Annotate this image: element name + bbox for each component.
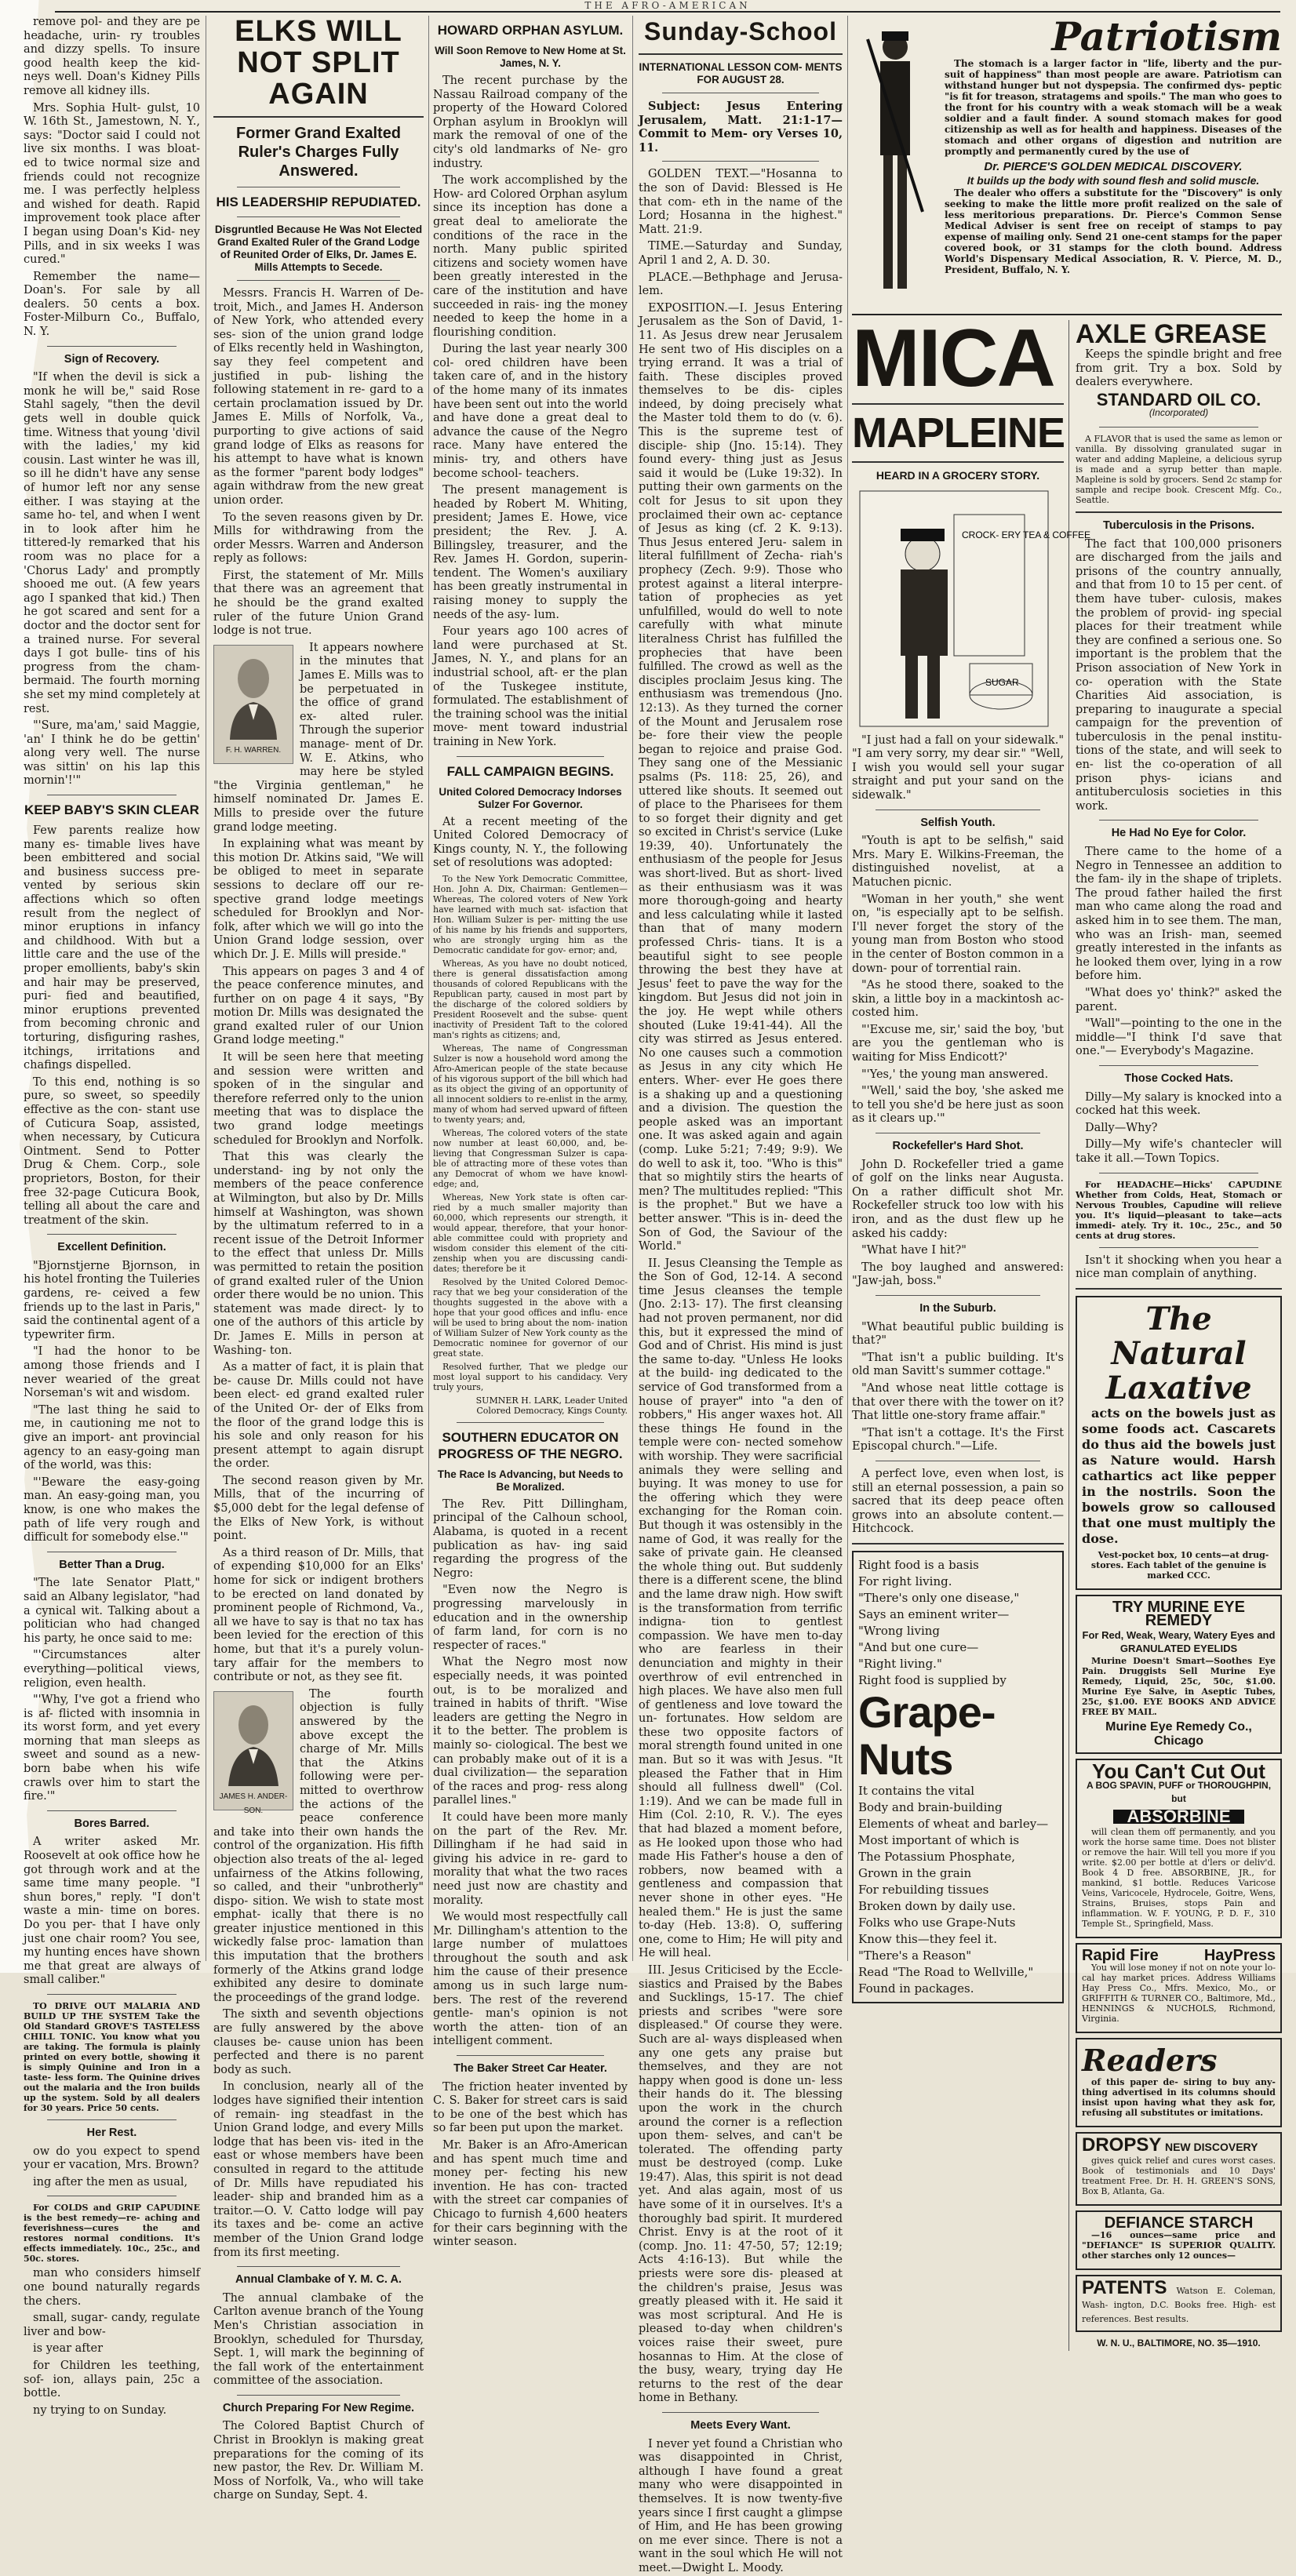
paragraph: The Rev. Pitt Dillingham, principal of the Calhoun school, Alabama, is quoted in a recent publication as hav- ing said regarding the progress of the Negro: (433, 1497, 628, 1580)
deck: Disgruntled Because He Was Not Elected Grand Exalted Ruler of the Grand Lodge of Reunited Order of Elks, Dr. James E. Mills Attempts to Secede. (214, 224, 423, 273)
paragraph: EXPOSITION.—I. Jesus Entering Jerusalem as the Son of David, 1-11. As Jesus drew near Jerusalem He sent two of His disciples on a trying errand. It was a trial of faith. These disciples proved themselves to be dis- ciples indeed, by doing precisely what the Master told them to do (v. 6). This is the supreme test of disciple- ship (Jno. 15:14). They found every- thing just as Jesus said it would be (Luke 19:32). In putting their own garments on the colt for Jesus to sit upon they proclaimed their own ac- ceptance of Jesus as king (cf. 2 K. 9:13). Thus Jesus entered Jeru- salem in literal fulfillment of Zecha- riah's prophecy (Zech. 9:9). Those who protest against a literal interpre- tation of prophecies as yet unfulfilled, would do well to note carefully with what minute literalness Christ has fulfilled the prophecies that have been fulfilled. The crowd as well as the disciples proclaim Jesus king. The enthusiasm was tremendous (Jno. 12:13). As they turned the corner of the Mount and Jerusalem rose be- fore their view the people began to rejoice and praise God. They sang one of the Messianic psalms (Ps. 118: 25, 26), and uttered like shouts. It seemed out of place to the Pharisees for them to so forget their dignity and get so excited in Christ's service (Luke 19:39, 40). Unfortunately the enthusiasm of the people for Jesus was short-lived. But as short- lived as their enthusiasm was it was more thorough-going and hearty and less calculating while it lasted than that of many modern professed Chris- tians. It is a beautiful sight to see people throwing the best they have at Jesus' feet to pave the way for the kingdom. But Jesus did not join in the joy. He wept while others shouted (Luke 19:41-44). All the city was stirred as Jesus entered. No one causes such a commotion as Jesus in any city which He enters. Wher- ever He goes there is a shaking up and a questioning and a division. The question the people asked was an important one. It was asked again and again (comp. Luke 5:21; 7:49; 9:9). We do well to ask it, too. "Who is this" that so mightily stirs the hearts of men? The multitudes replied: "This is the prophet." But we have a better answer. "This is in- deed the Son of God, the Saviour of the World." (639, 301, 843, 1253)
column-4 (639, 16, 843, 2574)
paragraph: Dilly—My wife's chantecler will take it all.—Town Topics. (1076, 1138, 1282, 1165)
paragraph: The annual clambake of the Carlton avenue branch of the Young Men's Christian association in Brooklyn, scheduled for Thursday, Sept. 1, will mark the beginning of the fall work of the entertainment committee of the association. (213, 2291, 424, 2388)
column-2 (213, 15, 424, 2502)
divider (457, 2055, 604, 2056)
soldier-illustration (852, 16, 938, 306)
ad-line: It contains the vital (858, 1783, 975, 1798)
paragraph: There came to the home of a Negro in Tennessee an addition to the fam- ily in the shape of triplets. The proud father hailed the first man who came along the road and asked him in to see them. The man, who was an Irish- man, seemed greatly interested in the infants as he looked them over, lying in a row before him. (1076, 846, 1282, 983)
article-heading: Selfish Youth. (920, 816, 996, 829)
column-rule (428, 16, 429, 1961)
ad-line: Says an eminent writer— (858, 1606, 1010, 1621)
pierce-ad (852, 13, 1282, 315)
paragraph: of this paper de- siring to buy any- thing advertised in its columns should insist upon having what they ask for, refusing all substitutes or imitations. (1082, 2077, 1276, 2119)
article-heading: Rockefeller's Hard Shot. (892, 1140, 1024, 1153)
article-heading: He Had No Eye for Color. (1111, 827, 1247, 840)
paragraph: PLACE.—Bethphage and Jerusa- lem. (639, 271, 843, 298)
paragraph: Whereas, As you have no doubt noticed, there is general dissatisfaction among thousands of colored Republicans with the Republican party, caused in most part by the discharge of the colored soldiers by President Roosevelt and the subse- quent inactivity of President Taft to the colored man's rights as citizens; and, (433, 958, 628, 1040)
paragraph: Mr. Baker is an Afro-American and has spent much time and money per- fecting his new invention. He has con- tracted with the street car companies of Chicago to furnish 4,600 heaters for their cars beginning with the winter season. (433, 2139, 628, 2249)
headline: ELKS WILL NOT SPLIT AGAIN (235, 15, 402, 111)
paragraph: Mrs. Sophia Hult- gulst, 10 W. 16th St., Jamestown, N. Y., says: "Doctor said I could not live six months. I was bloat- ed to twice normal size and friends could not recognize me. I was perfectly helpless and wished for death. Rapid improvement took place after I began using Doan's Kid- ney Pills, and in six weeks I was cured." (24, 101, 200, 267)
paragraph: To this end, nothing is so pure, so sweet, so speedily effective as the con- stant use of Cuticura Soap, assisted, when necessary, by Cuticura Ointment. Send to Potter Drug & Chem. Corp., sole proprietors, Boston, for their free 32-page Cuticura Book, telling all about the care and treatment of the skin. (24, 1075, 200, 1227)
divider (237, 2395, 400, 2396)
ad-line: Right food is a basis (858, 1557, 979, 1572)
portrait-illustration (214, 646, 293, 740)
paragraph: "And whose neat little cottage is that over there with the tower on it? That little one-story frame affair." (852, 1381, 1064, 1423)
deck: HIS LEADERSHIP REPUDIATED. (216, 195, 421, 209)
grape-nuts-logo: Grape-Nuts (858, 1686, 996, 1784)
divider (876, 1295, 1040, 1296)
paragraph: ing after the men as usual, (33, 2175, 188, 2189)
paragraph: Resolved by the United Colored Democ- racy that we beg your consideration of the thoughts suggested in the above with a hope that your good offices and influ- ence will be used to bring about the nom- ination of William Sulzer of New York county as the Democratic nominee for governor of our great state. (433, 1276, 628, 1359)
article-heading: The Baker Street Car Heater. (453, 2062, 607, 2076)
ad-tagline: It builds up the body with sound flesh and solid muscle. (967, 173, 1260, 187)
paragraph: "That isn't a public building. It's old man Savitt's summer cottage." (852, 1351, 1064, 1378)
ad-line: For rebuilding tissues (858, 1882, 989, 1897)
grape-nuts-copy (858, 1557, 1058, 1689)
paragraph: "'Why, I've got a friend who is af- flicted with insomnia in its worst form, and yet every morning that man sleeps as sweet and sound as a new-born babe when his wife crawls over him to start the fire.'" (24, 1694, 200, 1803)
portrait-warren (213, 645, 293, 764)
column-rule (632, 16, 633, 1961)
divider (1099, 427, 1258, 428)
ad-title: Patriotism (1051, 13, 1282, 60)
article-heading: Sign of Recovery. (64, 352, 160, 366)
haypress-ad (1076, 1943, 1282, 2034)
paragraph: Dilly—My salary is knocked into a cocked hat this week. (1076, 1090, 1282, 1118)
deck: United Colored Democracy Indorses Sulzer For Governor. (439, 785, 622, 810)
mapleine-logo: MAPLEINE (852, 409, 1065, 457)
divider (639, 53, 843, 55)
paragraph: First, the statement of Mr. Mills that there was an agreement that he should be the grand exalted ruler of the future Union Grand lodge is not true. (213, 569, 424, 638)
paragraph: "As he stood there, soaked to the skin, a little boy in a mackintosh ac- costed him. (852, 979, 1064, 1020)
capudine-ad: For COLDS and GRIP CAPUDINE is the best remedy—re- aching and feverishness—cures the and restores normal conditions. It's effects immediately. 10c., 25c., and 50c. stores. (24, 2203, 200, 2265)
paragraph: Watson E. Coleman, Wash- ington, D.C. Books free. High- est references. Best results. (1082, 2286, 1276, 2324)
paragraph: "The last thing he said to me, in cautioning me not to give an import- ant provincial agency to an easy-going man of the world, was this: (24, 1403, 200, 1472)
paragraph: Dally—Why? (1085, 1121, 1158, 1134)
paragraph: Whereas, The colored voters of the state now number at least 60,000, and, be- lieving that Congressman Sulzer is capa- ble of attracting more of these votes than any Democrat of whom we have knowl- edge; and, (433, 1127, 628, 1189)
article-heading: In the Suburb. (919, 1301, 996, 1315)
paragraph: It will be seen here that meeting and session were written and spoken of in the singular and therefore referred only to the union meeting that was to displace the two grand lodge meetings scheduled for Brooklyn and Norfolk. (213, 1051, 424, 1147)
grape-nuts-ad (852, 1551, 1064, 2003)
column-1 (24, 16, 200, 2417)
paragraph: "That isn't a cottage. It's the First Episcopal church."—Life. (852, 1426, 1064, 1454)
paragraph: "'Sure, ma'am,' said Maggie, 'an' I think he do be gettin' along very well. The nurse was sittin' on his lap this mornin'!'" (24, 719, 200, 788)
section-heading: Sunday-School (644, 17, 837, 45)
ad-title: You Can't Cut Out (1092, 1759, 1265, 1784)
paragraph: The recent purchase by the Nassau Railroad company of the property of the Howard Colored Orphan asylum in Brooklyn will mark the removal of one of the city's old landmarks of Ne- gro industry. (433, 75, 628, 170)
paragraph: small, sugar- candy, regulate liver and bow- (24, 2312, 200, 2338)
divider (1099, 1247, 1258, 1248)
divider (662, 161, 819, 162)
paragraph: GOLDEN TEXT.—"Hosanna to the son of David: Blessed is He that com- eth in the name of the Lord; Hosanna in the highest." Matt. 21:9. (639, 168, 843, 236)
paragraph: It appears nowhere in the minutes that James E. Mills was to be perpetuated in the office of grand ex- alted ruler. Through the superior manage- ment of Dr. W. E. Atkins, who may here be styled "the Virginia gentleman," he himself nominated Dr. James E. Mills to preside over the future grand lodge meeting. (213, 641, 424, 834)
paragraph: As a third reason of Dr. Mills, that of expending $10,000 for an Elks' home for sick or indigent brothers to be erected on land donated by prominent people of Richmond, Va., all we have to say is that no tax has been levied for the erection of this home, but that it's a purely volun- tary affair for the members to contribute or not, as they see fit. (213, 1546, 424, 1684)
paragraph: We would most respectfully call Mr. Dillingham's attention to the large number of mulattoes throughout the south and ask him the cause of their presence among us in such large num- bers. The rest of the reverend gentle- man's opinion is not worth the atten- tion of an intelligent comment. (433, 1911, 628, 2048)
paragraph: To the New York Democratic Committee, Hon. John A. Dix, Chairman: Gentlemen—Whereas, The colored voters of New York have learned with much sat- isfaction that Hon. William Sulzer is per- mitting the use of his name by his friends and supporters, who are strongly urging him as the Democratic candidate for gov- ernor; and, (433, 873, 628, 955)
ad-title: HayPress (1203, 1946, 1276, 1964)
ad-line: For right living. (858, 1574, 952, 1588)
article-heading: Church Preparing For New Regime. (222, 2401, 415, 2414)
paragraph: "'Well,' said the boy, 'she asked me to tell you she'd be here just as soon as it clears up.'" (852, 1085, 1064, 1126)
paragraph: The present management is headed by Robert M. Whiting, president; James E. Howe, vice president; the Rev. J. A. Billingsley, treasurer, and the Rev. James H. Gordon, superin- tendent. The Women's auxiliary has been greatly instrumental in raising money to supply the needs of the asy- lum. (433, 484, 628, 621)
ad-line: "Wrong living (858, 1623, 941, 1638)
paragraph: The fourth objection is fully answered by the above except the charge of Mr. Mills that the Atkins following were per- mitted to overthrow the actions of the peace conference and take into their own hands the control of the organization. His fifth objection also treats of the al- leged unfairness of the Atkins following, so called, and their "unbrotherly" dispo- sition. We wish to state most emphat- ically that there is no greater injustice mentioned in this wickedly false proc- lamation than this imputation that the brothers formerly of the Atkins grand lodge exhibited any desire to dominate the proceedings of the grand lodge. (213, 1687, 424, 2004)
ad-title: Readers (1082, 2043, 1218, 2079)
paragraph: gives quick relief and cures worst cases. Book of testimonials and 10 Days' treatment Free. Dr. H. H. GREEN'S SONS, Box B, Atlanta, Ga. (1082, 2155, 1276, 2196)
ad-line: "There's only one disease," (858, 1590, 1020, 1605)
ad-title-row (1082, 1946, 1276, 1964)
paragraph: for Children les teething, sof- ion, allays pain, 25c a bottle. (24, 2359, 200, 2400)
paragraph: Resolved further, That we pledge our most loyal support to his candidacy. Very truly yours, (433, 1361, 628, 1392)
paragraph: man who considers himself one bound naturally regards the chers. (24, 2267, 200, 2308)
absorbine-logo: ABSORBINE (1113, 1810, 1244, 1824)
paragraph: John D. Rockefeller tried a game of golf on the links near Augusta. On a rather difficult shot Mr. Rockefeller struck too low with his iron, and as the dust flew up he asked his caddy: (852, 1158, 1064, 1240)
portrait-illustration (214, 1692, 293, 1786)
article-heading: Meets Every Want. (690, 2418, 791, 2432)
paragraph: "'Yes,' the young man answered. (861, 1068, 1049, 1081)
paragraph: A writer asked Mr. Roosevelt at ook office how he got through work and at the same time many people. "I shun bores," reply. "I don't waste a min- time on bores. Do you per- that I have only just one chair room? You see, my hunting ences have shown me that great are always of small caliber." (24, 1836, 200, 1987)
ad-line: Most important of which is (858, 1832, 1020, 1847)
divider (47, 1234, 177, 1235)
patents-ad (1076, 2275, 1282, 2332)
paragraph: A perfect love, even when lost, is still an eternal possession, a pain so sacred that its deep peace often grows into an absolute content.—Hitchcock. (852, 1467, 1064, 1536)
ad-line: Right food is supplied by (858, 1672, 1007, 1687)
ad-line: Broken down by daily use. (858, 1898, 1016, 1913)
paragraph: To the seven reasons given by Dr. Mills for withdrawing from the order Messrs. Warren and Anderson reply as follows: (213, 511, 424, 566)
paragraph: III. Jesus Criticised by the Eccle- siastics and Praised by the Babes and Sucklings, 15-17. The chief priests and scribes "were sore displeased." Of course they were. Such are al- ways displeased when any one gets any praise but themselves, and they are not happy when good is done un- less their hands do it. The blessing upon the work in the church around the corner is a reflection upon them- selves, and can't be tolerated. The offending party must be destroyed (comp. Luke 19:47). Alas, this spirit is not dead yet. And alas again, most of us have some of it in ourselves. It's a thoroughly bad spirit. It murdered Christ. Envy is at the root of it (comp. Jno. 11: 47-50, 57; 12:19; Acts 4:16-13). But while the priests were sore dis- pleased at the children's praise, Jesus was greatly pleased with it. He said it was most scriptural. And He is pleased to-day when children's voices raise their sweet, pure hosannas to Him. At the close of the busy, weary, trying day He returns to the rest of the dear home in Bethany. (639, 1963, 843, 2405)
paragraph: This appears on pages 3 and 4 of the peace conference minutes, and further on on page 4 it says, "By motion Dr. Mills was designated the grand exalted ruler of our Union Grand lodge meeting." (213, 965, 424, 1047)
divider (1076, 511, 1282, 513)
article-heading: HOWARD ORPHAN ASYLUM. (437, 23, 624, 38)
ad-line: "There's a Reason" (858, 1948, 972, 1963)
ad-line: Grown in the grain (858, 1865, 972, 1880)
portrait-anderson (213, 1691, 293, 1815)
paragraph: During the last year nearly 300 col- ored children have been taken care of, and in the history of the home many of its inmates have been sent out into the world and have done a great deal to advance the cause of the Negro race. Many have entered the minis- try, and others have become school- teachers. (433, 343, 628, 480)
paragraph: II. Jesus Cleansing the Temple as the Son of God, 12-14. A second time Jesus cleanses the temple (Jno. 2:13- 17). The first cleansing had not proven permanent, nor did this, but it expressed the mind of God and of Christ. His mind is just the same to-day. "Unless He looks at the build- ing dedicated to the service of God transformed from a house of prayer" into "a den of robbers," His anger waxes hot. All these things He found in the temple were con- nected somehow with worship. They were sacrificial animals they were selling and buying. It was money to use for the offering which they were exchanging for the Roman coin. But though it was ostensibly in the name of God, it was really for the sake of private gain. He cleansed the whole thing out. But suddenly there is a different scene, the blind and the lame draw nigh. How swift is the transformation from terrific indigna- tion to gentlest compassion. We have men to-day who are fearless in their denunciation and mighty in their overthrow of evil entrenched in high places. We have also men full of gentleness and love toward the un- fortunates. How seldom are these two opposite factors of moral strength found united in one man. But so it was with Jesus. "It pleased the Father that in Him should all fullness dwell" (Col. 1:19). And we can be made full in Him (Col. 2:10, R. V.). The eyes that had blazed a moment before, as He looked upon those who had made His Father's house a den of robbers, now beamed with a gentleness and compassion that never shone in other eyes. "He healed them." He is just the same to-day (Heb. 13:8). O, suffering one, come to Him; He will pity and He will heal. (639, 1257, 843, 1960)
ad-line: Read "The Road to Wellville," (858, 1964, 1034, 1979)
paragraph: I never yet found a Christian who was disappointed in Christ, although I have found a great many who were disappointed in themselves. It is now twenty-five years since I first caught a glimpse of Him, and He has been growing on me ever since. There is not a want in the soul which He will not meet.—Dwight L. Moody. (639, 2437, 843, 2574)
paragraph: "'Excuse me, sir,' said the boy, 'but are you the gentleman who is waiting for Miss Endicott?' (852, 1023, 1064, 1064)
paragraph: The sixth and seventh objections are fully answered by the above clauses be- cause union has been perfected and there is no parent body as such. (213, 2008, 424, 2076)
article-heading: Better Than a Drug. (59, 1558, 165, 1571)
ad-title: The Natural (1111, 1300, 1247, 1372)
ad-title: PATENTS (1082, 2277, 1167, 2299)
paragraph: "Wall"—pointing to the one in the middle—"I think I'd save that one."— Everybody's Magazine. (1076, 1017, 1282, 1058)
portrait-caption: F. H. WARREN. (225, 746, 282, 755)
article-heading: FALL CAMPAIGN BEGINS. (446, 763, 614, 779)
ad-title: DEFIANCE STARCH (1104, 2214, 1254, 2232)
defiance-ad (1076, 2210, 1282, 2271)
column-rule (847, 16, 848, 1961)
divider (237, 2266, 400, 2267)
paragraph: Whereas, New York state is often car- ried by a much smaller majority than 60,000, which represents our strength, it would appear, therefore, that your honor- able committee could with propriety and wisdom consider this element of the citi- zenship when you are discussing candi- dates; therefore be it (433, 1192, 628, 1274)
mica-mapleine-row (852, 313, 1282, 2351)
ad-subtitle: For Red, Weak, Weary, Watery Eyes and GRANULATED EYELIDS (1082, 1628, 1276, 1655)
pierce-copy (945, 13, 1282, 278)
deck: The Race Is Advancing, but Needs to Be Moralized. (437, 1468, 624, 1493)
paragraph: Vest-pocket box, 10 cents—at drug-stores. Each tablet of the genuine is marked CCC. (1090, 1549, 1269, 1581)
axle-grease-title: AXLE GREASE (1076, 319, 1267, 349)
paragraph: Few parents realize how many es- timable lives have been embittered and social and business success pre- vented by serious skin affections which so often result from the neglect of minor eruptions in infancy and childhood. With but a little care and the use of the proper emollients, baby's skin and hair may be preserved, puri- fied and beautified, minor eruptions prevented from becoming chronic and torturing, disfiguring rashes, itchings, irritations and chafings dispelled. (24, 824, 200, 1072)
paragraph: The second reason given by Mr. Mills, that of the incurring of $5,000 debt for the legal defense of the Elks of New York, is without point. (213, 1474, 424, 1543)
ad-line: "Right living." (858, 1656, 942, 1671)
divider (457, 756, 604, 757)
paragraph: In explaining what was meant by this motion Dr. Atkins said, "We will be obliged to meet in separate sessions to declare off our re- spective grand lodge meetings scheduled for Brooklyn and Nor- folk, after which we will go into the Union Grand lodge session, over which Dr. J. E. Mills will preside." (213, 838, 424, 961)
ad-line: Elements of wheat and barley— (858, 1816, 1049, 1831)
paragraph: "'Circumstances alter everything—political views, religion, even health. (24, 1649, 200, 1690)
article-heading: Those Cocked Hats. (1124, 1072, 1233, 1085)
paragraph: The stomach is a larger factor in "life, liberty and the pur- suit of happiness" than most people are aware. Patriotism can withstand hunger but not dyspepsia. The confirmed dys- peptic "is fit for treason, stratagems and spoils." The man who goes to the front for his country with a weak stomach will be a weak soldier and a fault finder. A sound stomach makes for good citizenship as well as for health and happiness. Diseases of the stomach and other organs of digestion and nutrition are promptly and permanently cured by the use of (945, 58, 1282, 157)
paragraph: TIME.—Saturday and Sunday, April 1 and 2, A. D. 30. (639, 240, 843, 267)
incorporated-note: (Incorporated) (1149, 407, 1209, 419)
paragraph: The fact that 100,000 prisoners are discharged from the jails and prisons of the country annually, and that from 10 to 15 per cent. of them have tuber- culosis, makes the problem of provid- ing special places for their treatment while they are confined a serious one. So important is the problem that the Prison association of New York in co- operation with the State Charities Aid association, is preparing to inaugurate a special campaign for the prevention of tuberculosis in the penal institu- tions of the state, and will seek to en- list the co-operation of all prison phys- icians and antituberculosis societies in this work. (1076, 537, 1282, 813)
paragraph: ow do you expect to spend your er vacation, Mrs. Brown? (24, 2145, 200, 2172)
paragraph: That this was clearly the understand- ing by not only the members of the peace conference at Wilmington, but also by Dr. Mills himself at Washington, was shown by the ultimatum referred to in a recent issue of the Detroit Informer to the effect that unless Dr. Mills was permitted to retain the position of grand exalted ruler of the Union order there would be no union. This statement was made direct- ly to one of the authors of this article by Dr. James E. Mills in person at Washing- ton. (213, 1151, 424, 1357)
article-heading: SOUTHERN EDUCATOR ON PROGRESS OF THE NEGRO. (438, 1429, 623, 1461)
ad-title: Rapid Fire (1082, 1946, 1159, 1964)
paragraph: "Even now the Negro is progressing marvelously in education and in the ownership of farm land, for corn is no respecter of races." (433, 1584, 628, 1652)
ad-line: The Potassium Phosphate, (858, 1849, 1016, 1864)
ad-title: TRY MURINE EYE REMEDY (1112, 1598, 1245, 1630)
mica-logo: MICA (852, 313, 1054, 404)
ad-line: Found in packages. (858, 1981, 974, 1996)
article-heading: Annual Clambake of Y. M. C. A. (235, 2273, 402, 2287)
deck: Former Grand Exalted Ruler's Charges Fully Answered. (235, 125, 402, 180)
absorbine-ad (1076, 1759, 1282, 1937)
ad-heading: KEEP BABY'S SKIN CLEAR (24, 802, 199, 818)
readers-notice (1076, 2038, 1282, 2127)
deck: INTERNATIONAL LESSON COM- MENTS FOR AUGUST 28. (639, 61, 843, 86)
ad-line: Folks who use Grape-Nuts (858, 1915, 1016, 1930)
article-heading: Bores Barred. (74, 1817, 150, 1830)
ad-line: Body and brain-building (858, 1799, 1003, 1814)
paragraph: "What does yo' think?" asked the parent. (1076, 986, 1282, 1013)
masthead: THE AFRO-AMERICAN (55, 0, 1280, 13)
ad-subtitle: A BOG SPAVIN, PUFF or THOROUGHPIN, but (1086, 1779, 1272, 1805)
ad-line: "And but one cure— (858, 1639, 979, 1654)
article-heading: Excellent Definition. (57, 1241, 166, 1254)
paragraph: "What beautiful public building is that?" (852, 1320, 1064, 1348)
divider (47, 1810, 177, 1811)
paragraph: At a recent meeting of the United Colored Democracy of Kings county, N. Y., the following set of resolutions was adopted: (433, 815, 628, 870)
paragraph: "I had the honor to be among those friends and I never wearied of the great Norseman's wit and wisdom. (24, 1345, 200, 1400)
paragraph: It could have been more manly on the part of the Rev. Mr. Dillingham if he had said in giving his advice in re- gard to morality that what the two races need just now are chastity and morality. (433, 1810, 628, 1907)
left-ads (852, 313, 1091, 2351)
column-3 (433, 16, 628, 2249)
paragraph: "The late Senator Platt," said an Albany legislator, "had a cynical wit. Talking about a politician who had changed his party, he once said to me: (24, 1577, 200, 1645)
paragraph: What the Negro most now especially needs, it was pointed out, is to be moralized and trained in habits of thrift. "Wise leaders are getting the Negro in it to the better. The problem is mainly so- ciological. The best we can probably make out of it is a dual civilization— the separation of the races and prog- ress along parallel lines." (433, 1656, 628, 1807)
lesson-subject: Subject: Jesus Entering Jerusalem, Matt. 21:1-17—Commit to Mem- ory Verses 10, 11. (639, 100, 843, 155)
murine-ad (1076, 1595, 1282, 1755)
standard-oil-name: STANDARD OIL CO. (1096, 389, 1261, 409)
article-heading: Her Rest. (86, 2126, 137, 2139)
divider (47, 346, 177, 347)
divider (852, 461, 1064, 463)
ad-subtitle: NEW DISCOVERY (1164, 2141, 1258, 2154)
ad-title: Laxative (1105, 1369, 1252, 1406)
divider (457, 1422, 604, 1423)
ad-title: DROPSY (1082, 2134, 1162, 2156)
doan-ad (24, 16, 200, 340)
paragraph: The dealer who offers a substitute for the "Discovery" is only seeking to make the little more profit realized on the sale of less meritorious preparations. Dr. Pierce's Common Sense Medical Adviser is sent free on receipt of stamps to pay expense of mailing only. Send 21 one-cent stamps for the paper covered book, or 31 stamps for the cloth bound. Address World's Dispensary Medical Association, R. V. Pierce, M. D., President, Buffalo, N. Y. (945, 187, 1282, 276)
shelf-label: CROCK- ERY TEA & COFFEE (962, 529, 1091, 540)
paragraph: Murine Doesn't Smart—Soothes Eye Pain. Druggists Sell Murine Eye Remedy, Liquid, 25c, 50c, $1.00. Murine Eye Salve, in Aseptic Tubes, 25c, $1.00. EYE BOOKS AND ADVICE FREE BY MAIL. (1082, 1656, 1276, 1718)
paragraph: Messrs. Francis H. Warren of De- troit, Mich., and James H. Anderson of New York, who attended every ses- sion of the union grand lodge of Elks recently held in Washington, say they feel competent and justified in pub- lishing the following statement in re- gard to a certain proclamation issued by Dr. James E. Mills of Norfolk, Va., purporting to give actions of said grand lodge of Elks as reasons for his attempt to have what is known as the former "parent body lodges" again withdraw from the new great union order. (213, 287, 424, 507)
divider (47, 2119, 177, 2120)
paragraph: "Bjornstjerne Bjornson, in his hotel fronting the Tuileries gardens, re- ceived a few friends up to the last in Paris," said the continental agent of a typewriter firm. (24, 1259, 200, 1341)
grape-nuts-copy (858, 1783, 1058, 1997)
paragraph: "I just had a fall on your sidewalk." "I am very sorry, my dear sir." "Well, I wish you would sell your sugar straight and put your sand on the sidewalk." (852, 733, 1064, 802)
paragraph: The friction heater invented by C. S. Baker for street cars is said to be one of the best which has so far been put upon the market. (433, 2080, 628, 2135)
paragraph: Isn't it shocking when you hear a nice man complain of anything. (1076, 1253, 1282, 1281)
paragraph: —16 ounces—same price and "DEFIANCE" IS SUPERIOR QUALITY. other starches only 12 ounces— (1082, 2230, 1276, 2261)
product-name: Dr. PIERCE'S GOLDEN MEDICAL DISCOVERY. (984, 160, 1243, 173)
paragraph: Keeps the spindle bright and free from grit. Try a box. Sold by dealers everywhere. (1076, 348, 1282, 389)
paragraph: "Woman in her youth," she went on, "is especially apt to be selfish. I'll never forget the story of the young man from Boston who stood in the center of Boston common in a down- pour of torrential rain. (852, 893, 1064, 975)
paragraph: In conclusion, nearly all of the lodges have signified their intention of remain- ing steadfast in the Union Grand lodge, and every Mills lodge that has been vis- ited in the east or whose members have been consulted in regard to the attitude of Dr. Mills have repudiated his leader- ship and branded him as a traitor.—O. V. Catto lodge will pay its taxes and be- come an active member of the Union Grand lodge from its first meeting. (213, 2080, 424, 2259)
paragraph: As a matter of fact, it is plain that be- cause Dr. Mills could not have been elect- ed grand exalted ruler of the United Or- der of Elks from the floor of the grand lodge this is his sole and only reason for his present attempt to again disrupt the order. (213, 1361, 424, 1471)
paragraph: is year after (33, 2342, 103, 2356)
paragraph: Whereas, The name of Congressman Sulzer is now a household word among the Afro-American people of the state because of his vigorous support of the bill which had as its object the giving of an opportunity of all innocent soldiers to re-enlist in the army, many of whom had served upward of fifteen to twenty years; and, (433, 1042, 628, 1125)
paragraph: ny trying to on Sunday. (33, 2403, 167, 2417)
paragraph: The boy laughed and answered: "Jaw-jah, boss." (852, 1261, 1064, 1288)
signature: SUMNER H. LARK, Leader United Colored Democracy, Kings County. (475, 1395, 628, 1416)
paragraph: Remember the name—Doan's. For sale by all dealers. 50 cents a box. Foster-Milburn Co., Buffalo, N. Y. (24, 270, 200, 339)
tonic-ad: TO DRIVE OUT MALARIA AND BUILD UP THE SYSTEM Take the Old Standard GROVE'S TASTELESS CHILL TONIC. You know what you are taking. The formula is plainly printed on every bottle, showing it is simply Quinine and Iron in a taste- less form. The Quinine drives out the malaria and the Iron builds up the system. Sold by all dealers for 30 years. Price 50 cents. (24, 2000, 200, 2113)
capudine-ad: For HEADACHE—Hicks' CAPUDINE Whether from Colds, Heat, Stomach or Nervous Troubles, Capudine will relieve you. It's liquid—pleasant to take—acts immedi- ately. Try it. 10c., 25c., and 50 cents at drug stores. (1076, 1179, 1282, 1241)
divider (852, 1543, 1064, 1545)
portrait-caption: JAMES H. ANDER- SON. (219, 1792, 288, 1815)
paragraph: "'Beware the easy-going man. An easy-going man, you know, is one who makes the path of life very rough and difficult for somebody else.'" (24, 1475, 200, 1545)
divider (1076, 1288, 1282, 1290)
footer-line: W. N. U., BALTIMORE, NO. 35—1910. (1097, 2338, 1261, 2349)
paragraph: The work accomplished by the How- ard Colored Orphan asylum since its inception has done a great deal to ameliorate the conditions of the race in the north. Many public spirited citizens and society women have been greatly interested in the care of the institution and have succeeded in rais- ing the money needed to keep the home in a flourishing condition. (433, 174, 628, 339)
article-heading: HEARD IN A GROCERY STORY. (876, 469, 1040, 482)
paragraph: acts on the bowels just as some foods act. Cascarets do thus aid the bowels just as Nature would. Harsh cathartics act like pepper in the nostrils. Soon the bowels grow so calloused that one must multiply the dose. (1082, 1405, 1276, 1546)
paragraph: "If when the devil is sick a monk he will be," said Rose Stahl sagely, "then the devil gets well in double quick time. Witness that young 'divil with the ladies,' my kid cousin. Last winter he was ill, so ill he didn't have any sense of humor left nor any sense either. I was staying at the same ho- tel, and when I went in to look after him he tittered-ly remarked that his room was no place for a 'Chorus Lady' and promptly shooed me out. (A few years ago I spanked that kid.) Then he got scared and sent for a doctor and the doctor sent for a trained nurse. For several days I got bulle- tins of his progress from the cham- bermaid. The fourth morning she set my mind completely at rest. (24, 371, 200, 715)
laxative-ad (1076, 1296, 1282, 1590)
mapleine-copy: A FLAVOR that is used the same as lemon or vanilla. By dissolving granulated sugar in water and adding Mapleine, a delicious syrup is made and a syrup better than maple. Mapleine is sold by grocers. Send 2c stamp for sample and recipe book. Crescent Mfg. Co., Seattle. (1076, 433, 1282, 505)
dropsy-ad (1076, 2132, 1282, 2206)
paragraph: The Colored Baptist Church of Christ in Brooklyn is making great preparations for the coming of its new pastor, the Rev. Dr. William M. Moss of Norfolk, Va., who will take charge on Sunday, Sept. 4. (213, 2420, 424, 2502)
article-heading: Tuberculosis in the Prisons. (1102, 518, 1255, 532)
divider (662, 2412, 819, 2413)
paragraph: Four years ago 100 acres of land were purchased at St. James, N. Y., and plans for an industrial school, aft- er the plan of the Tuskegee institute, formulated. The establishment of the training school was the initial move- ment toward industrial training in New York. (433, 625, 628, 748)
ad-company: Murine Eye Remedy Co., Chicago (1105, 1720, 1252, 1748)
paragraph: "What have I hit?" (861, 1244, 967, 1257)
deck: Will Soon Remove to New Home at St. James, N. Y. (435, 45, 626, 69)
barrel-label: SUGAR (985, 676, 1019, 688)
ad-line: Know this—they feel it. (858, 1931, 997, 1946)
divider (47, 1994, 177, 1995)
divider (237, 216, 400, 217)
divider (1099, 1065, 1258, 1066)
paragraph: will clean them off permanently, and you work the horse same time. Does not blister or remove the hair. Will tell you more if you write. $2.00 per bottle at d'lers or deliv'd. Book 4 D free. ABSORBINE, JR., for mankind, $1 bottle. Reduces Varicose Veins, Varicocele, Hydrocele, Goitre, Wens, Strains, Bruises, stops Pain and inflammation. W. F. YOUNG, P. D. F., 310 Temple St., Springfield, Mass. (1082, 1826, 1276, 1929)
paragraph: remove pol- and they are pe headache, urin- ry troubles and dizzy spells. To insure good health keep the kid- neys well. Doan's Kidney Pills remove all kidney ills. (24, 16, 200, 97)
column-5-ads (852, 13, 1282, 2349)
paragraph: You will lose money if not on note your lo- cal hay market prices. Address Williams Hay Press Co., Mfrs. Mexico, Mo., or GRIFFITH & TURNER CO., Baltimore, Md., HENNINGS & NUCHOLS, Richmond, Virginia. (1082, 1963, 1276, 2025)
divider (237, 280, 400, 281)
paragraph: "Youth is apt to be selfish," said Mrs. Mary E. Wilkins-Freeman, the distinguished novelist, at a Matuchen picnic. (852, 835, 1064, 889)
divider (213, 116, 424, 118)
cartoon-illustration (852, 483, 1091, 734)
right-ads (1069, 320, 1282, 2351)
